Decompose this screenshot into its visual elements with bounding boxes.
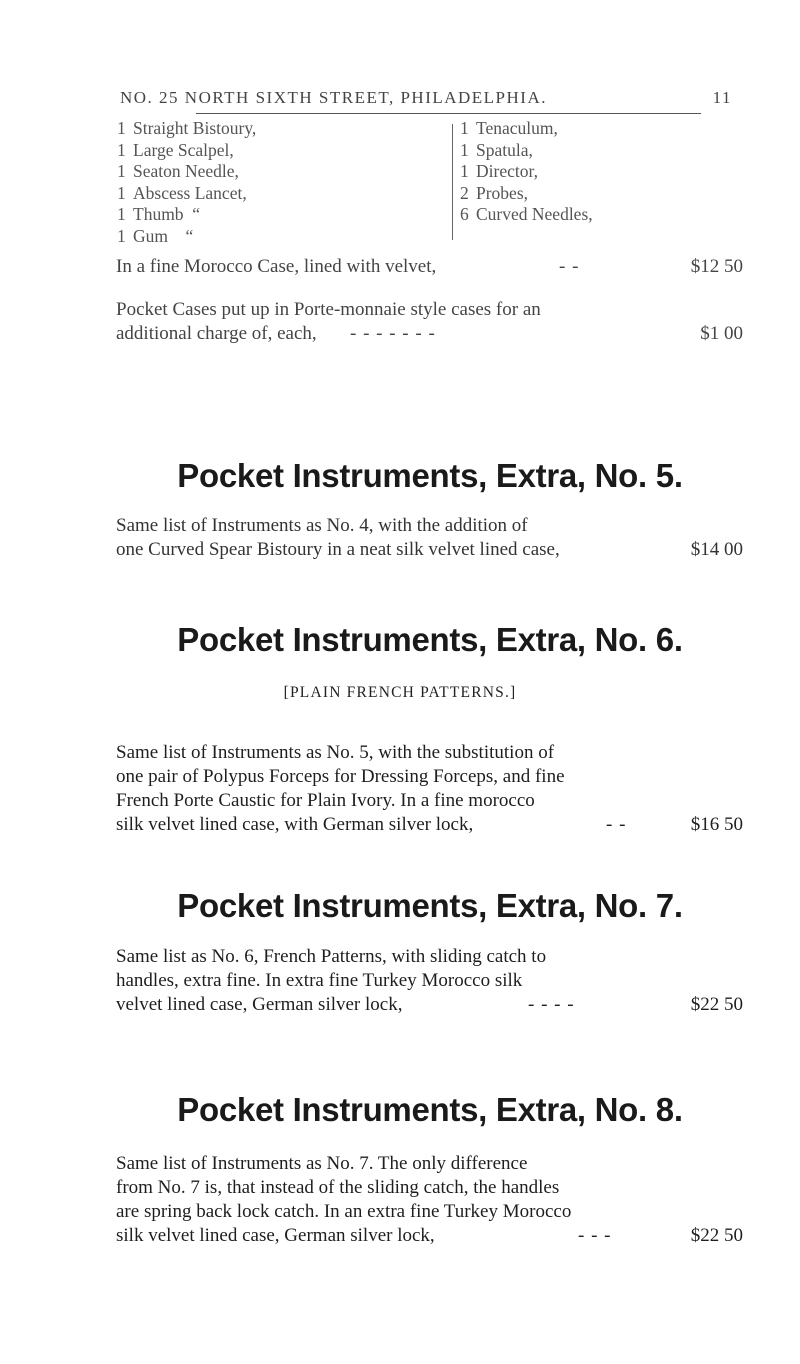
section-body xyxy=(116,945,743,1017)
price: $16 50 xyxy=(690,814,743,835)
list-item: 1 Tenaculum, xyxy=(460,118,558,138)
section-body xyxy=(116,1152,743,1248)
page-number: 11 xyxy=(712,88,732,107)
price: $22 50 xyxy=(690,1225,743,1246)
section-heading: Pocket Instruments, Extra, No. 7. xyxy=(177,887,683,924)
list-item: 2 Probes, xyxy=(460,182,529,203)
body-line: one Curved Spear Bistoury in a neat silk velvet lined case, xyxy=(116,539,560,560)
body-line: Same list of Instruments as No. 7. The only difference xyxy=(116,1153,528,1174)
leader-dashes: - - - xyxy=(578,1225,612,1246)
section-body xyxy=(116,514,743,562)
offer-line: additional charge of, each, xyxy=(116,323,317,344)
offer-line: Pocket Cases put up in Porte-monnaie style cases for an xyxy=(116,299,541,320)
instrument-list xyxy=(117,118,737,268)
list-item: 1 Spatula, xyxy=(460,139,533,160)
body-line: are spring back lock catch. In an extra fine Turkey Morocco xyxy=(116,1201,572,1222)
list-item: 1 Seaton Needle, xyxy=(117,161,239,182)
section-heading: Pocket Instruments, Extra, No. 6. xyxy=(177,621,683,658)
list-item: 1 Large Scalpel, xyxy=(117,139,234,160)
section-heading: Pocket Instruments, Extra, No. 5. xyxy=(177,457,683,494)
body-line: Same list as No. 6, French Patterns, with sliding catch to xyxy=(116,946,547,967)
price: $22 50 xyxy=(690,994,743,1015)
body-line: silk velvet lined case, with German silver lock, xyxy=(116,814,474,835)
instrument-list-left xyxy=(117,118,256,248)
leader-dashes: - - xyxy=(606,814,627,835)
price: $14 00 xyxy=(690,539,743,560)
list-item: 6 Curved Needles, xyxy=(460,204,593,225)
leader-dashes: - - xyxy=(559,256,580,277)
instrument-list-right xyxy=(460,118,593,226)
list-item: 1 Gum “ xyxy=(117,225,194,246)
list-item: 1 Straight Bistoury, xyxy=(117,118,257,138)
body-line: one pair of Polypus Forceps for Dressing Forceps, and fine xyxy=(116,766,565,787)
column-divider xyxy=(452,124,453,240)
body-line: velvet lined case, German silver lock, xyxy=(116,994,403,1015)
case-offer xyxy=(116,255,743,279)
section-heading: Pocket Instruments, Extra, No. 8. xyxy=(177,1091,683,1128)
body-line: Same list of Instruments as No. 4, with the addition of xyxy=(116,515,528,536)
body-line: from No. 7 is, that instead of the sliding catch, the handles xyxy=(116,1177,560,1198)
price: $12 50 xyxy=(690,256,743,277)
list-item: 1 Thumb “ xyxy=(117,204,201,225)
body-line: Same list of Instruments as No. 5, with the substitution of xyxy=(116,742,555,763)
list-item: 1 Abscess Lancet, xyxy=(117,182,247,203)
body-line: silk velvet lined case, German silver lock, xyxy=(116,1225,435,1246)
price: $1 00 xyxy=(700,323,743,344)
pocket-case-offer xyxy=(116,298,743,346)
list-item: 1 Director, xyxy=(460,161,538,182)
section-body xyxy=(116,741,743,837)
section-subheading: [PLAIN FRENCH PATTERNS.] xyxy=(283,684,517,701)
body-line: French Porte Caustic for Plain Ivory. In a fine morocco xyxy=(116,790,535,811)
header-rule xyxy=(196,113,701,114)
leader-dashes: - - - - xyxy=(528,994,575,1015)
leader-dashes: - - - - - - - xyxy=(350,323,436,344)
case-offer-text: In a fine Morocco Case, lined with velvet, xyxy=(116,256,437,277)
running-title: NO. 25 NORTH SIXTH STREET, PHILADELPHIA. xyxy=(120,88,547,107)
body-line: handles, extra fine. In extra fine Turkey Morocco silk xyxy=(116,970,523,991)
